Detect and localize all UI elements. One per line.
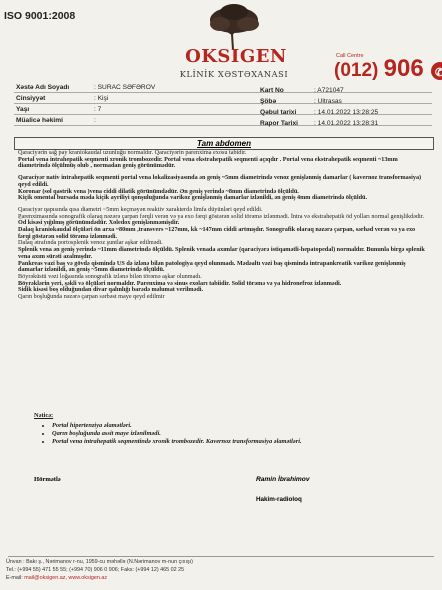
- card-number-value: : A721047: [314, 87, 344, 94]
- report-paragraph: Parenximasında sonografik olaraq nəzərə çarpan fərqli verən və ya exo fərqi göstərən solid törəmə izlənmədi. İntra və ekstrahepatik öd yolları normal genişlikdədir.: [18, 212, 424, 220]
- admission-date-value: : 14.01.2022 13:28:25: [314, 109, 379, 116]
- card-number-label: Kart No: [260, 87, 284, 94]
- report-paragraph: Kiçik omental bursada məda kiçik ayriliyi qonşuluğunda varikoz genişlənmiş damarlar izlənildi, ən geniş 4mm diametrində ölçüldü.: [18, 194, 367, 202]
- report-paragraph: Pankreas vazi baş və gövdə qismində US də izlənə bilən patologiya qeyd olunmadı. Mədəaltı vəzi baş qismində intrapankreatik varikoz genişlənmiş damarlar izlənildi, ən geniş ~5mm diametrində ölçüldü.: [18, 259, 406, 274]
- footer-address: Ünvan : Bakı ş., Nərimanov r-nu, 1959-cu məhəllə (N.Nərimanov m-nun çıxışı): [6, 559, 193, 565]
- admission-date-label: Qəbul tarixi: [260, 109, 297, 116]
- department-value: : Ultrasas: [314, 98, 342, 105]
- report-paragraph: Öd kisəsi yığılmış görünümdədür. Xoledox genişlənməmişdir.: [18, 219, 180, 227]
- doctor-name: Ramin İbrahimov: [256, 476, 310, 483]
- footer-email[interactable]: mail@oksigen.az: [24, 575, 66, 582]
- conclusion-section: [34, 412, 414, 446]
- report-paragraph: Qarın boşluğunda nəzərə çarpan sərbəst maye qeyd edilmir: [18, 293, 165, 301]
- report-paragraph: Qaraciyər nativ intrahepatik seqmenti portal vena lokalizasiyasında ən geniş ~5mm diametrində venoz genişlənmiş damarlar ( kavernoz transformasiya) qeyd edildi.: [18, 174, 422, 188]
- attending-doctor-label: Müalicə həkimi: [16, 117, 63, 124]
- report-paragraph: Böyrəklərin yeri, şəkli və ölçüləri normaldır. Parenxima və sinus exoları tabiidir. Solid törəmə və ya hidronefroz izlənmədi.: [18, 279, 342, 287]
- conclusion-item: • Portal vena intrahepatik seqmentində xronik trombozedir. Kavernoz transformasiya əlamətləri.: [52, 438, 414, 445]
- footer-email-label: E-mail:: [6, 575, 23, 582]
- report-paragraph: Sidik kisəsi boş olduğundan divar qalınlığı barədə məlumat verilmədi.: [18, 286, 204, 294]
- clinic-subtitle: KLİNİK XƏSTƏXANASI: [179, 69, 289, 79]
- department-label: Şöbə: [260, 98, 277, 105]
- footer-phones: Tel.: (+994 55) 471 55 55; (+994 70) 906 0 906; Faks: (+994 12) 465 02 25: [6, 567, 185, 574]
- gender-value: : Kişi: [94, 95, 109, 102]
- report-paragraph: Dalaq kraniokaudal ölçüləri ön arxa ~80mm ,transvers ~127mm, kk ~147mm ciddi artmışdır. Sonografik olaraq nəzərə çarpan, sərhəd verən və ya exo fərqi göstərən solid törəmə izlənmədi.: [18, 226, 416, 240]
- footer-website[interactable]: www.oksigen.az: [68, 575, 108, 582]
- conclusion-item: • Portal hipertenziya əlamətləri.: [52, 422, 414, 429]
- report-paragraph: Qaraciyər qapısında qısa diametri ~5mm keçməyən reaktiv xarakterdə limfa düyünləri qeyd edildi.: [18, 205, 263, 213]
- age-label: Yaşı: [16, 106, 30, 113]
- regards-label: Hörmətlə: [34, 476, 61, 483]
- patient-info: [14, 84, 432, 136]
- call-centre: [334, 53, 439, 80]
- call-short-number: 906: [383, 55, 424, 82]
- report-paragraph: Dalaq ətrafında portosplenik venoz şuntlar aşkar edilmədi.: [18, 239, 163, 247]
- conclusion-item: • Qarın boşluğunda assit maye izlənilmədi.: [52, 430, 414, 437]
- report-paragraph: Splenik vena ən geniş yerində ~11mm diametrində ölçüldü. Splenik venada axımlar (qaraciyərə istiqamətli-hepatopedal) normaldır. Bununla birgə splenik vena axım sürəti azalmışdır.: [18, 246, 425, 260]
- report-paragraph: Koronar (sol qastrik vena )vena ciddi dilatik görünümdədür. Ən geniş yerində ~8mm diametrində ölçüldü.: [18, 187, 299, 195]
- phone-icon: [431, 62, 442, 80]
- footer-divider: [8, 556, 434, 557]
- patient-name-label: Xəstə Adı Soyadı: [16, 84, 70, 91]
- gender-label: Cinsiyyət: [16, 95, 46, 102]
- iso-certification: ISO 9001:2008: [4, 10, 76, 22]
- report-body: [18, 150, 426, 301]
- conclusion-title: Nəticə:: [34, 412, 54, 419]
- report-paragraph: Portal vena intrahepatik seqmenti xronik trombozedir. Portal vena ekstrahepatik seqmenti açıqdır . Portal vena ekstrahepatik seqmenti ~13mm diametrində ölçülmüş olub , normadan geniş görünümədür.: [18, 155, 398, 170]
- call-centre-label: Call Centre: [336, 53, 364, 59]
- tree-icon: [204, 4, 264, 50]
- attending-doctor-value: :: [94, 117, 96, 124]
- call-prefix: (012): [334, 60, 379, 81]
- age-value: : 7: [94, 106, 102, 113]
- footer: [6, 558, 436, 583]
- clinic-logo: [172, 4, 292, 86]
- patient-name-value: : SURAC SƏFƏROV: [94, 84, 156, 91]
- exam-title: Tam abdomen: [14, 137, 434, 150]
- clinic-name: OKSIGEN: [185, 46, 287, 67]
- report-date-value: : 14.01.2022 13:28:31: [314, 120, 379, 127]
- doctor-title: Hakim-radioloq: [256, 496, 302, 503]
- report-paragraph: Qaraciyərin sağ pay kraniokaudal uzunluğu normaldır. Qaraciyərin parenxima exosu tabidir.: [18, 149, 247, 156]
- footer-contact: E-mail: mail@oksigen.az, www.oksigen.az: [6, 575, 108, 582]
- report-paragraph: Böyrəküstü vəzi loğasında sonografik izlənə bilən törəmə aşkar olunmadı.: [18, 272, 202, 280]
- conclusion-list: [34, 422, 414, 445]
- report-date-label: Rapor Tarixi: [260, 120, 298, 127]
